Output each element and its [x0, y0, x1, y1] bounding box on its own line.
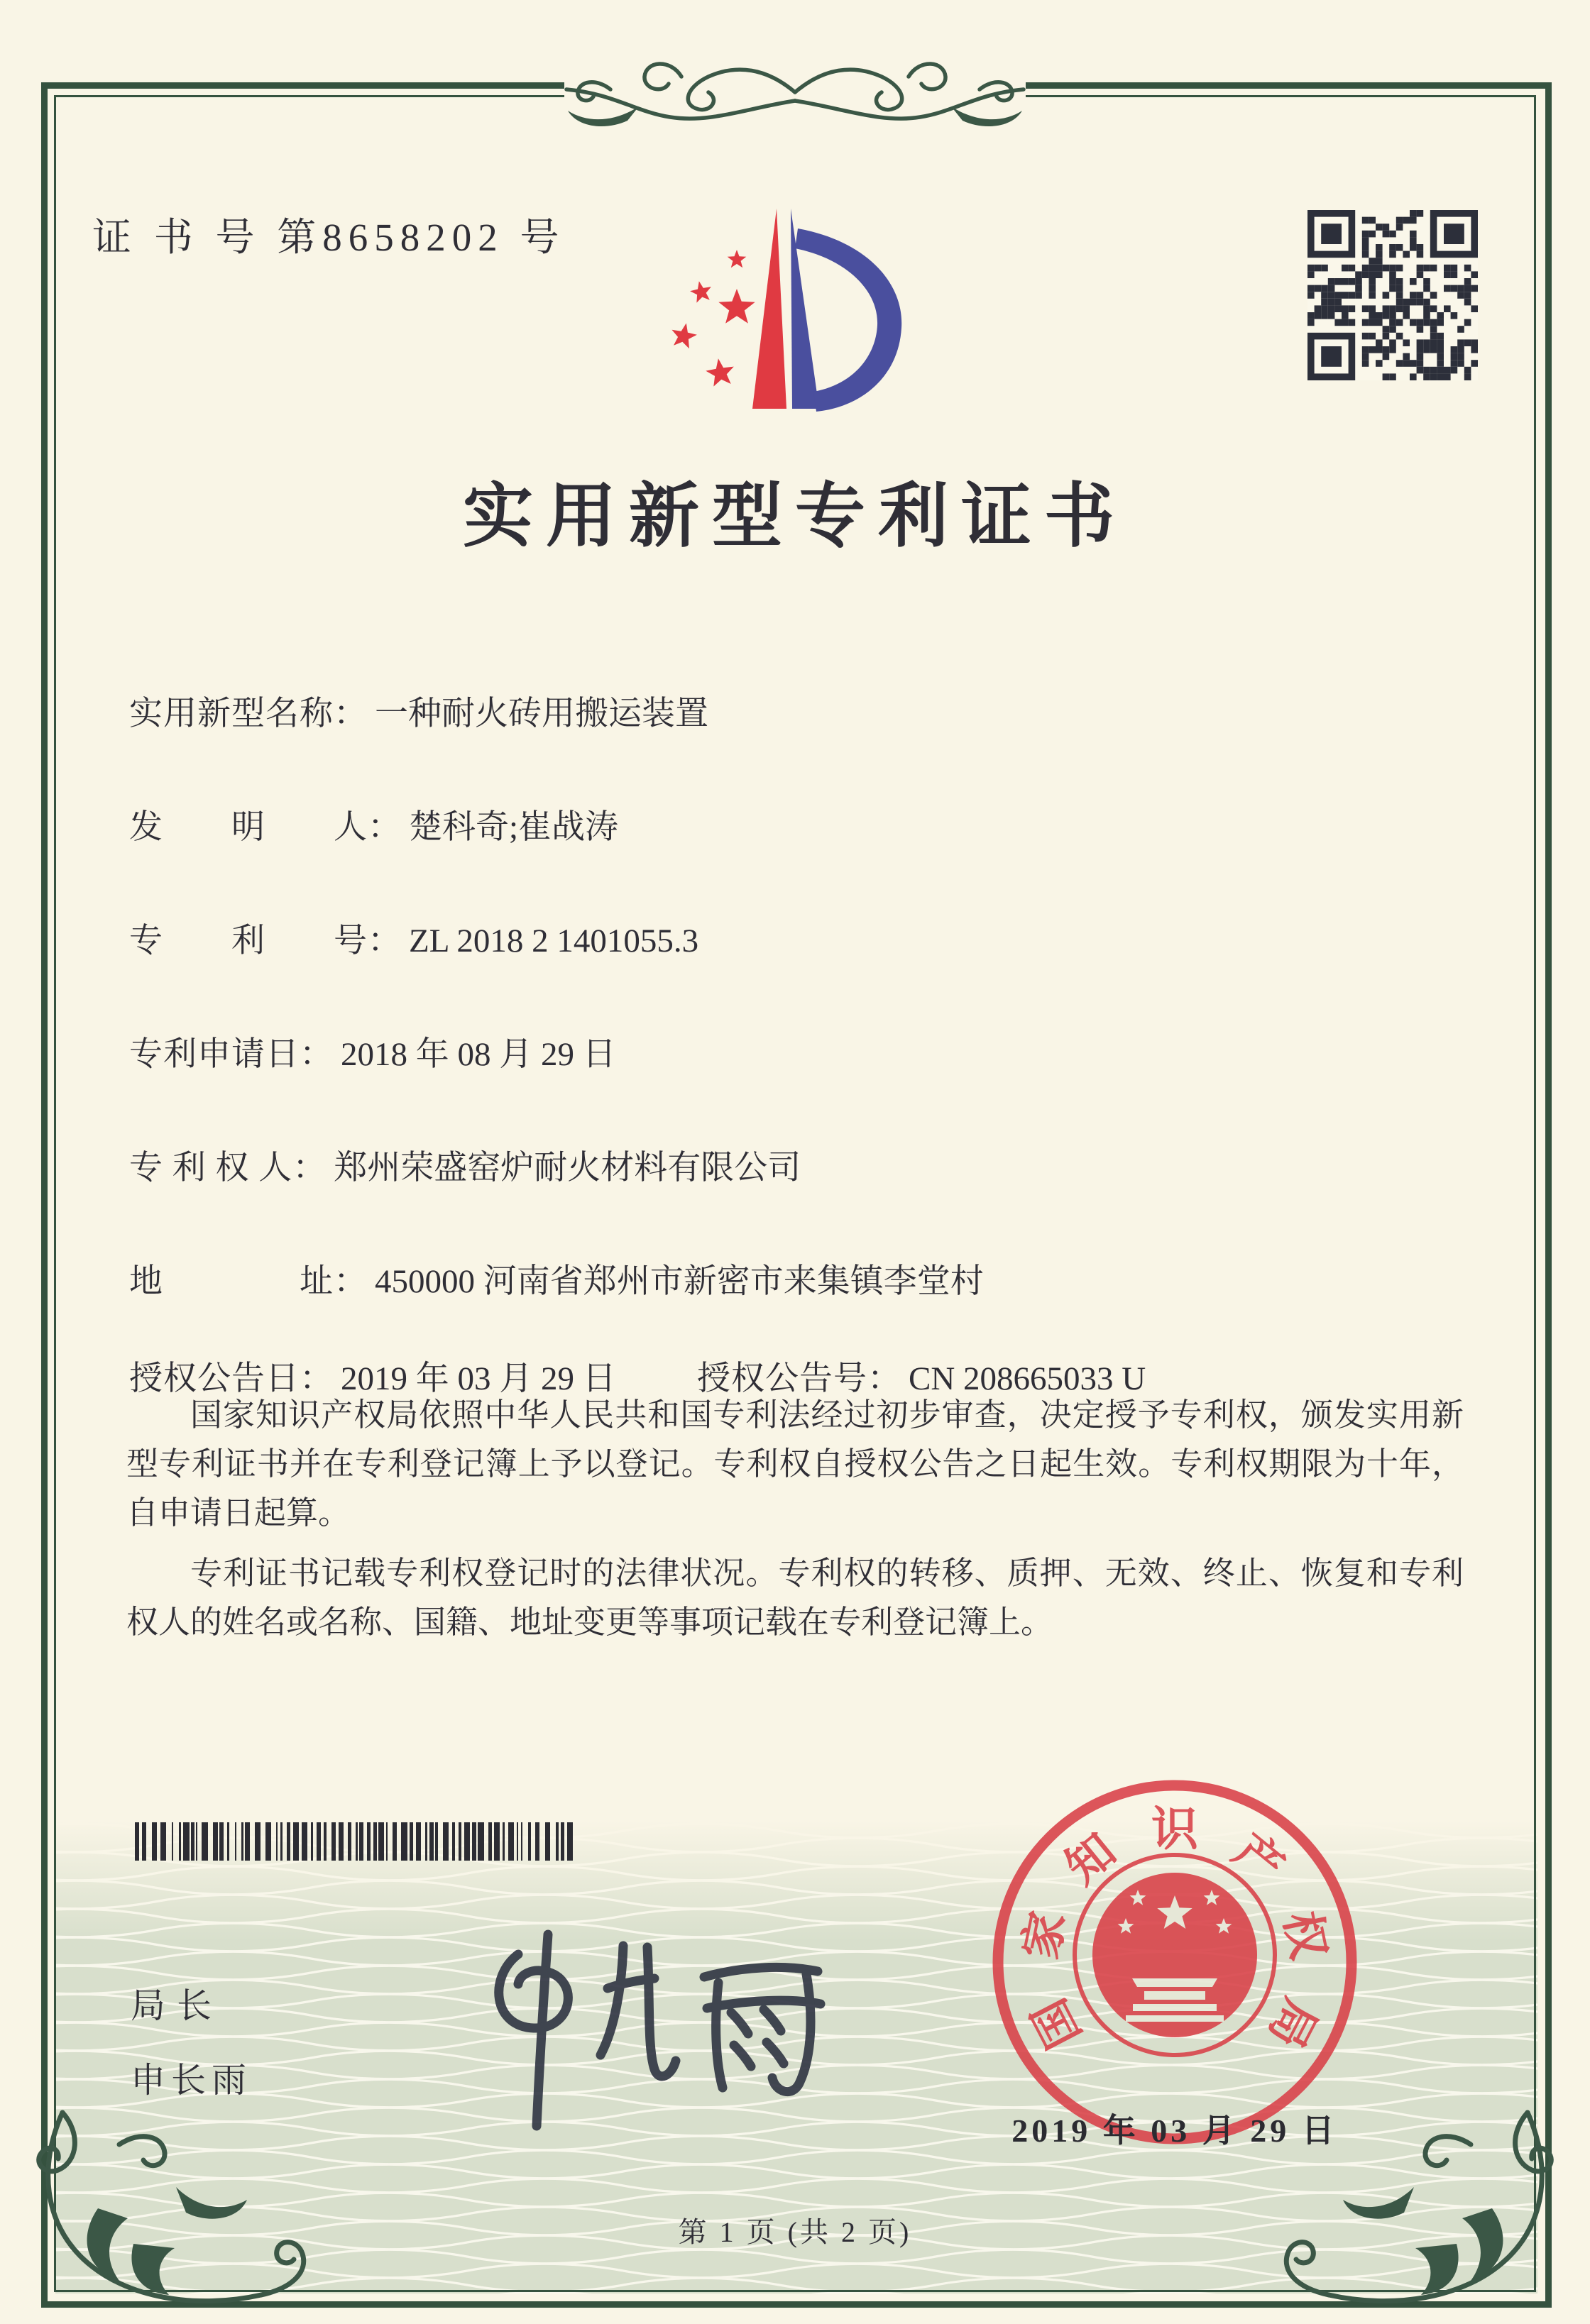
- cnipa-logo: [652, 197, 953, 433]
- field-filing-date: [129, 1028, 616, 1075]
- field-patentee: [129, 1141, 801, 1189]
- field-inventor: [129, 800, 618, 848]
- svg-text:权: 权: [1274, 1907, 1335, 1964]
- field-label: 授权公告日：: [129, 1360, 334, 1397]
- national-emblem-icon: [1075, 1855, 1275, 2055]
- svg-text:局: 局: [1258, 1990, 1327, 2056]
- body-paragraph-1: 国家知识产权局依照中华人民共和国专利法经过初步审查，决定授予专利权，颁发实用新型专利证书并在专利登记簿上予以登记。专利权自授权公告之日起生效。专利权期限为十年，自申请日起算。: [126, 1397, 1464, 1531]
- barcode: [135, 1822, 576, 1861]
- field-value: 450000 河南省郑州市新密市来集镇李堂村: [375, 1263, 984, 1300]
- logo-stars-icon: [672, 250, 755, 387]
- field-label: 专 利 号：: [129, 923, 402, 959]
- svg-text:家: 家: [1014, 1907, 1075, 1964]
- field-value: 2019 年 03 月 29 日: [341, 1360, 616, 1397]
- body-paragraph-2: 专利证书记载专利权登记时的法律状况。专利权的转移、质押、无效、终止、恢复和专利权人的姓名或名称、国籍、地址变更等事项记载在专利登记簿上。: [126, 1555, 1464, 1640]
- legal-text: [126, 1391, 1464, 1647]
- field-label: 专 利 权 人：: [129, 1150, 327, 1186]
- field-patent-number: [129, 914, 698, 962]
- field-label: 发 明 人：: [129, 809, 402, 846]
- top-border-ornament: [525, 37, 1065, 150]
- seal-date: 2019 年 03 月 29 日: [1011, 2113, 1338, 2149]
- field-value: 郑州荣盛窑炉耐火材料有限公司: [334, 1150, 801, 1186]
- field-value: ZL 2018 2 1401055.3: [409, 923, 699, 959]
- field-label: 实用新型名称：: [129, 695, 368, 732]
- official-seal: [987, 1774, 1363, 2171]
- certificate-number: 证 书 号 第8658202 号: [92, 216, 566, 259]
- field-utility-model-name: [129, 687, 708, 734]
- svg-text:知: 知: [1056, 1824, 1126, 1895]
- svg-text:国: 国: [1023, 1990, 1092, 2056]
- field-value: CN 208665033 U: [909, 1360, 1146, 1397]
- qr-code: [1307, 210, 1478, 380]
- certificate-title: 实用新型专利证书: [463, 478, 1127, 556]
- svg-text:识: 识: [1151, 1804, 1198, 1856]
- page-number: 第 1 页 (共 2 页): [678, 2216, 912, 2248]
- commissioner-signature: [398, 1909, 852, 2143]
- commissioner-name: 申长雨: [131, 2061, 253, 2100]
- field-value: 2018 年 08 月 29 日: [341, 1036, 616, 1073]
- commissioner-title-label: 局长: [131, 1986, 224, 2025]
- field-label: 地 址：: [129, 1263, 368, 1300]
- logo-red-wedge: [752, 209, 786, 409]
- field-label: 授权公告号：: [697, 1360, 901, 1397]
- field-value: 楚科奇;崔战涛: [409, 809, 619, 846]
- svg-text:产: 产: [1224, 1824, 1293, 1895]
- field-value: 一种耐火砖用搬运装置: [375, 695, 708, 732]
- field-address: [129, 1255, 984, 1302]
- field-label: 专利申请日：: [129, 1036, 334, 1073]
